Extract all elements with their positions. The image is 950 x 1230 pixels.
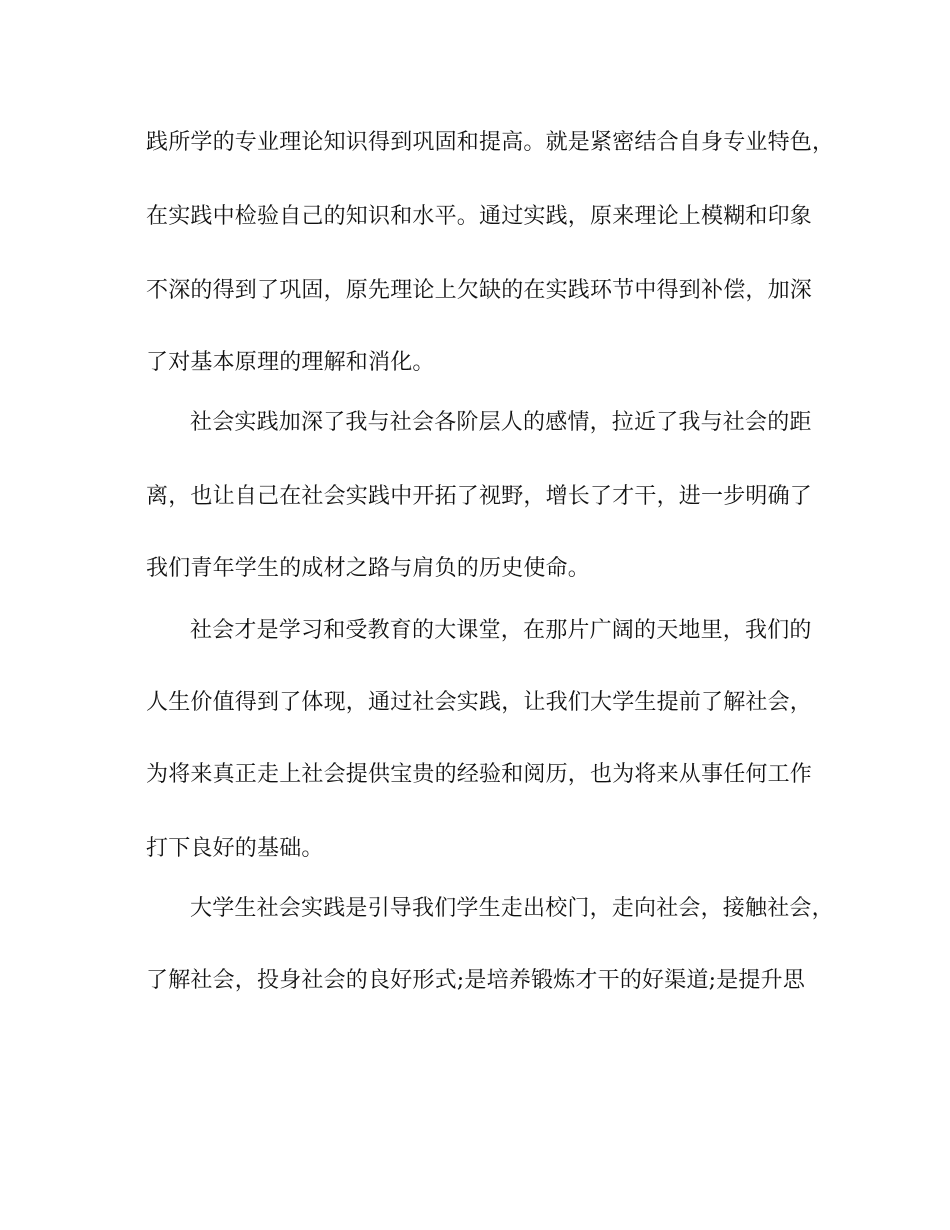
text-line: 打下良好的基础。 [146,836,324,861]
text-line: 不深的得到了巩固，原先理论上欠缺的在实践环节中得到补偿，加深 [146,278,813,303]
text-line: 了对基本原理的理解和消化。 [146,350,435,375]
text-line: 离，也让自己在社会实践中开拓了视野，增长了才干，进一步明确了 [146,484,813,509]
text-line: 为将来真正走上社会提供宝贵的经验和阅历，也为将来从事任何工作 [146,762,813,787]
text-line: 人生价值得到了体现，通过社会实践，让我们大学生提前了解社会， [146,690,813,715]
text-line: 了解社会，投身社会的良好形式;是培养锻炼才干的好渠道;是提升思 [146,968,806,993]
paragraph-start-line: 社会实践加深了我与社会各阶层人的感情，拉近了我与社会的距 [190,410,812,435]
paragraph-start-line: 大学生社会实践是引导我们学生走出校门，走向社会，接触社会， [190,896,834,921]
text-line: 我们青年学生的成材之路与肩负的历史使命。 [146,556,591,581]
paragraph-start-line: 社会才是学习和受教育的大课堂，在那片广阔的天地里，我们的 [190,618,812,643]
text-line: 践所学的专业理论知识得到巩固和提高。就是紧密结合自身专业特色， [146,130,835,155]
text-line: 在实践中检验自己的知识和水平。通过实践，原来理论上模糊和印象 [146,204,813,229]
